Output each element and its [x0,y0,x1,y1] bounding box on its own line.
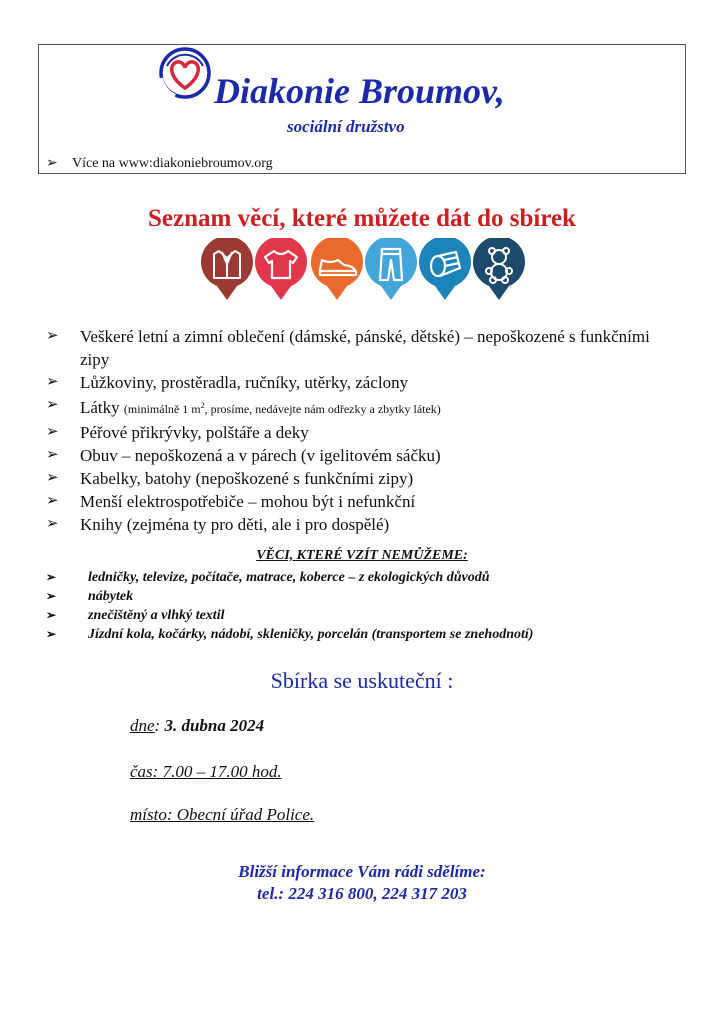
collection-heading: Sbírka se uskuteční : [270,668,454,693]
rejected-items-list [46,568,686,644]
website-line [46,155,273,172]
collection-place: místo: Obecní úřad Police. [130,805,315,824]
website-link[interactable]: www:diakoniebroumov.org [118,156,273,171]
arrow-bullet-icon: ➢ [46,156,58,171]
fabric-note: (minimálně 1 $m^2$, prosíme, nedávejte nám odřezky a zbytky látek) [123,401,441,416]
collection-time: čas: 7.00 – 17.00 hod. [130,762,282,781]
arrow-bullet-icon: ➢ [46,608,57,622]
arrow-bullet-icon: ➢ [46,374,59,390]
coat-icon [200,238,254,302]
website-prefix: Více na [72,156,116,171]
list-item: ➢ Obuv – nepoškozená a v párech (v igelitovém sáčku) [46,446,441,465]
arrow-bullet-icon: ➢ [46,493,59,509]
donation-list-title: Seznam věcí, které můžete dát do sbírek [148,205,576,232]
list-item: ➢ ledničky, televize, počítače, matrace, koberce – z ekologických důvodů [46,570,490,585]
list-item: ➢ Lůžkoviny, prostěradla, ručníky, utěrky, záclony [46,373,409,392]
list-item: ➢ Menší elektrospotřebiče – mohou být i nefunkční [46,492,416,511]
arrow-bullet-icon: ➢ [46,328,59,344]
org-name: Diakonie Broumov, [214,71,505,111]
arrow-bullet-icon: ➢ [46,470,59,486]
teddy-bear-icon [472,238,526,302]
trousers-icon [364,238,418,302]
diakonie-logo-icon [155,44,217,102]
arrow-bullet-icon: ➢ [46,447,59,463]
list-item: ➢ Veškeré letní a zimní oblečení (dámské, pánské, dětské) – nepoškozené s funkčními zipy [46,327,650,369]
arrow-bullet-icon: ➢ [46,570,57,584]
collection-date: dne: 3. dubna 2024 [130,716,265,735]
org-subtitle: sociální družstvo [287,117,405,136]
arrow-bullet-icon: ➢ [46,516,59,532]
contact-info-line: Bližší informace Vám rádi sdělíme: [238,862,486,881]
list-item: ➢ nábytek [46,589,134,604]
category-icons [0,238,724,308]
list-item: ➢ Jízdní kola, kočárky, nádobí, skleničky, porcelán (transportem se znehodnotí) [46,627,534,642]
list-item: ➢ Kabelky, batohy (nepoškozené s funkčními zipy) [46,469,414,488]
shoe-icon [310,238,364,302]
tshirt-icon [254,238,308,302]
contact-phone: tel.: 224 316 800, 224 317 203 [257,884,467,903]
accepted-items-list [46,325,666,536]
bedding-icon [418,238,472,302]
arrow-bullet-icon: ➢ [46,397,59,413]
arrow-bullet-icon: ➢ [46,424,59,440]
list-item: ➢ Péřové přikrývky, polštáře a deky [46,423,309,442]
list-item: ➢ Látky (minimálně 1 $m^2$, prosíme, nedávejte nám odřezky a zbytky látek) [46,394,666,421]
arrow-bullet-icon: ➢ [46,627,57,641]
list-item: ➢ Knihy (zejména ty pro děti, ale i pro dospělé) [46,515,390,534]
list-item: ➢ znečištěný a vlhký textil [46,608,225,623]
arrow-bullet-icon: ➢ [46,589,57,603]
rejected-items-title: VĚCI, KTERÉ VZÍT NEMŮŽEME: [256,548,468,563]
